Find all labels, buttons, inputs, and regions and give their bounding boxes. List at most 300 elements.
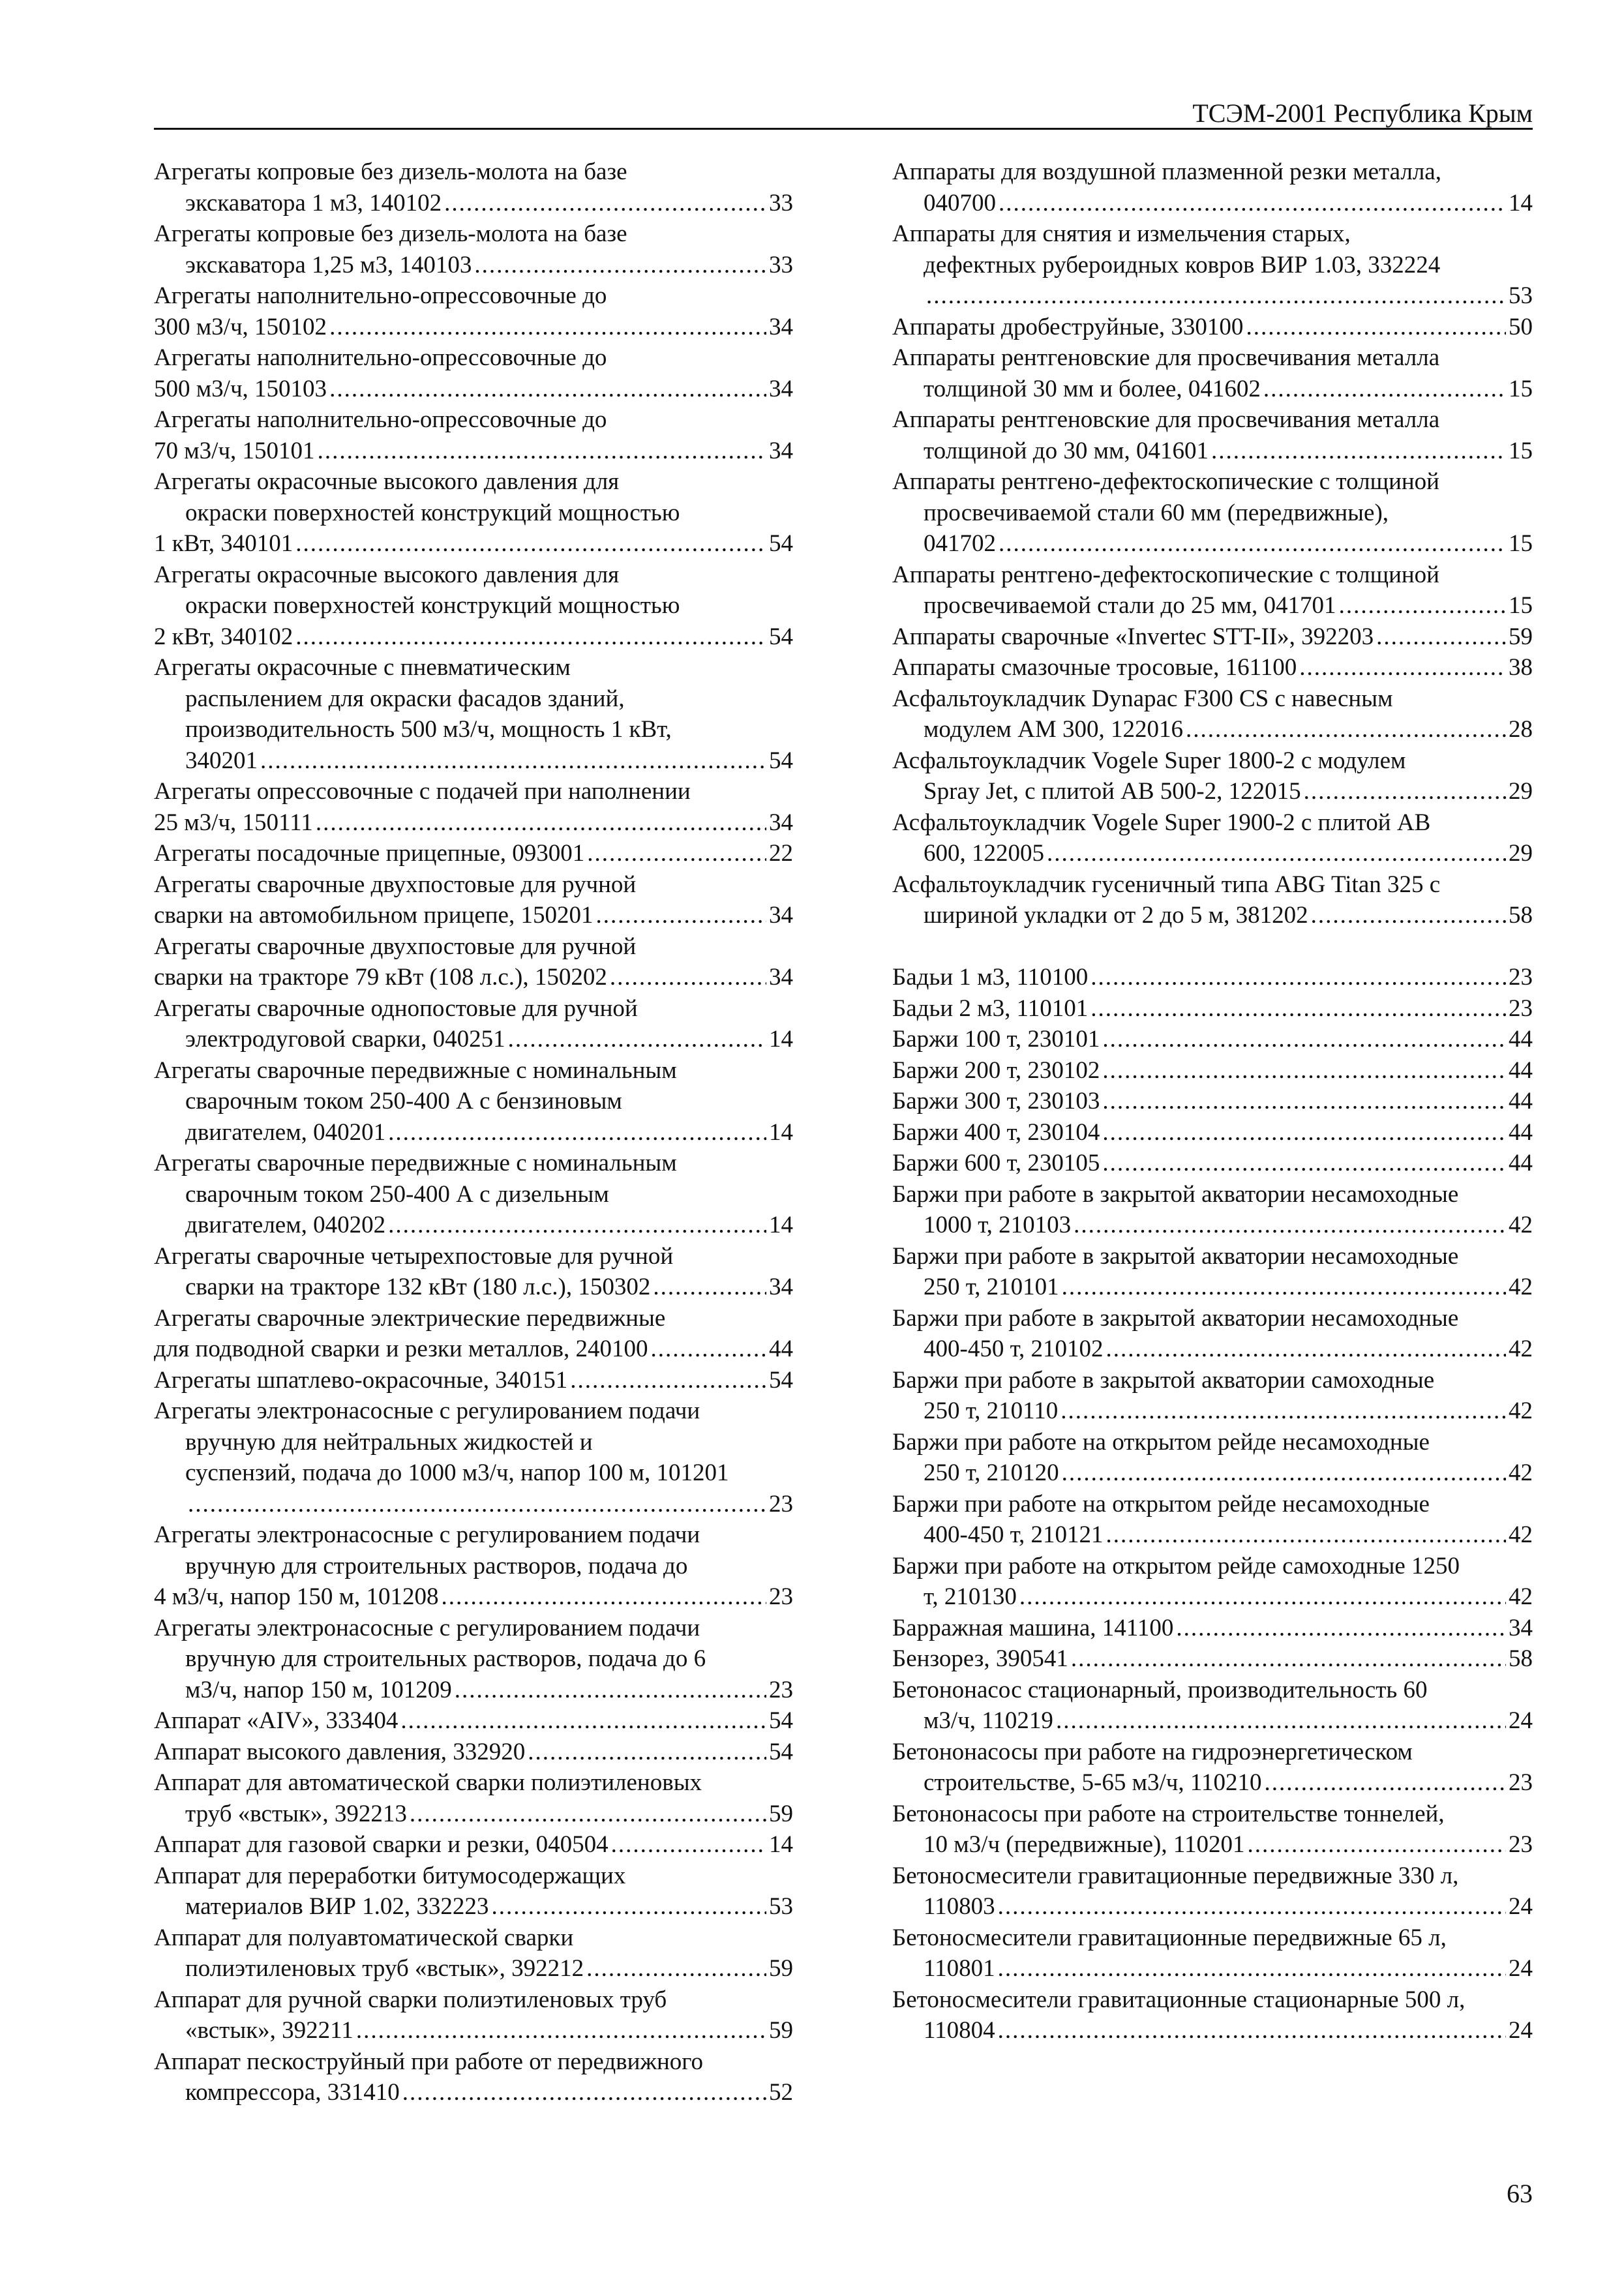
entry-page-ref: 34 <box>769 313 793 340</box>
entry-text-line: вручную для нейтральных жидкостей и <box>185 1428 593 1456</box>
index-entry <box>892 1055 1533 1086</box>
index-entry <box>892 1117 1533 1148</box>
entry-text-line: Агрегаты окрасочные высокого давления для <box>154 468 620 495</box>
dot-leader <box>444 188 766 219</box>
index-entry <box>892 342 1533 404</box>
entry-last-text: для подводной сварки и резки металлов, 240100 <box>154 1336 648 1362</box>
entry-page-ref: 29 <box>1509 840 1533 867</box>
entry-text-line: Баржи при работе на открытом рейде самоходные 1250 <box>892 1552 1460 1579</box>
dot-leader <box>1102 1024 1506 1055</box>
page-number: 63 <box>1507 2179 1533 2208</box>
index-entry <box>154 1829 793 1861</box>
entry-last-text: 041702 <box>924 530 996 557</box>
entry-last-text: 110803 <box>924 1893 995 1920</box>
index-entry <box>892 1984 1533 2046</box>
index-entry <box>892 1179 1533 1241</box>
dot-leader <box>528 1737 766 1768</box>
entry-page-ref: 23 <box>769 1583 793 1610</box>
entry-page-ref: 24 <box>1509 1707 1533 1734</box>
dot-leader <box>570 1365 766 1396</box>
dot-leader <box>1211 436 1506 467</box>
entry-last-text: Барражная машина, 141100 <box>892 1614 1174 1641</box>
entry-leader-line <box>154 1705 793 1737</box>
dot-leader <box>295 621 766 653</box>
index-entry <box>892 404 1533 466</box>
entry-leader-line <box>892 590 1533 621</box>
index-entry <box>154 1519 793 1613</box>
entry-leader-line <box>892 652 1533 683</box>
entry-text-line: окраски поверхностей конструкций мощностью <box>185 592 680 619</box>
entry-last-text: толщиной 30 мм и более, 041602 <box>924 375 1261 402</box>
entry-leader-line <box>892 1024 1533 1055</box>
entry-page-ref: 23 <box>769 1676 793 1703</box>
entry-last-text: 110804 <box>924 2017 995 2044</box>
entry-text-line: Агрегаты сварочные электрические передвижные <box>154 1304 666 1332</box>
index-entry <box>892 683 1533 745</box>
entry-page-ref: 23 <box>1509 964 1533 991</box>
entry-last-text: Spray Jet, с плитой AB 500-2, 122015 <box>924 778 1301 805</box>
dot-leader <box>999 528 1506 560</box>
entry-leader-line <box>154 1117 793 1148</box>
entry-leader-line <box>892 1643 1533 1675</box>
index-column-left <box>154 157 793 2108</box>
entry-leader-line <box>154 312 793 343</box>
page-header <box>154 98 1533 129</box>
index-entry <box>892 1086 1533 1117</box>
entry-leader-line <box>154 188 793 219</box>
index-entry <box>892 1675 1533 1737</box>
entry-page-ref: 28 <box>1509 716 1533 743</box>
dot-leader <box>1176 1613 1506 1644</box>
entry-text-line: Баржи при работе в закрытой акватории самоходные <box>892 1366 1435 1394</box>
entry-page-ref: 14 <box>1509 189 1533 217</box>
entry-leader-line <box>154 1675 793 1706</box>
entry-text-line: Баржи при работе в закрытой акватории несамоходные <box>892 1242 1459 1270</box>
index-entry <box>892 1799 1533 1861</box>
entry-leader-line <box>154 1489 793 1520</box>
entry-leader-line <box>892 1148 1533 1179</box>
entry-text-line: Аппараты рентгеновские для просвечивания металла <box>892 344 1440 371</box>
index-entry <box>154 1705 793 1737</box>
index-entry <box>892 993 1533 1025</box>
entry-text-line: Агрегаты электронасосные с регулированием подачи <box>154 1398 700 1424</box>
dot-leader <box>402 2077 766 2108</box>
entry-page-ref: 14 <box>769 1118 793 1146</box>
index-entry <box>154 157 793 218</box>
entry-text-line: Асфальтоукладчик Vogele Super 1800-2 с модулем <box>892 747 1406 774</box>
entry-leader-line <box>892 714 1533 745</box>
entry-page-ref: 54 <box>769 747 793 774</box>
entry-leader-line <box>892 1705 1533 1737</box>
entry-last-text: Агрегаты посадочные прицепные, 093001 <box>154 840 585 867</box>
entry-text-line: Агрегаты электронасосные с регулированием подачи <box>154 1614 700 1641</box>
dot-leader <box>998 1891 1506 1922</box>
entry-page-ref: 44 <box>1509 1056 1533 1084</box>
entry-text-line: Агрегаты сварочные двухпостовые для ручной <box>154 933 637 960</box>
entry-leader-line <box>892 621 1533 653</box>
dot-leader <box>1071 1643 1506 1675</box>
entry-page-ref: 42 <box>1509 1459 1533 1486</box>
entry-text-line: Агрегаты окрасочные с пневматическим <box>154 654 571 681</box>
entry-page-ref: 15 <box>1509 530 1533 557</box>
dot-leader <box>388 1210 766 1241</box>
index-entry <box>892 1241 1533 1303</box>
entry-text-line: Аппараты рентгено-дефектоскопические с толщиной <box>892 468 1439 495</box>
entry-page-ref: 33 <box>769 189 793 217</box>
entry-page-ref: 34 <box>769 964 793 991</box>
entry-last-text: 340201 <box>185 747 258 774</box>
dot-leader <box>1074 1210 1506 1241</box>
entry-last-text: 400-450 т, 210102 <box>924 1336 1104 1362</box>
entry-page-ref: 34 <box>769 1274 793 1300</box>
dot-leader <box>1090 962 1506 993</box>
dot-leader <box>1299 652 1506 683</box>
entry-text-line: Аппарат для ручной сварки полиэтиленовых труб <box>154 1986 667 2013</box>
entry-text-line: просвечиваемой стали 60 мм (передвижные), <box>924 499 1389 526</box>
index-entry <box>154 1861 793 1922</box>
entry-page-ref: 59 <box>1509 623 1533 650</box>
entry-page-ref: 38 <box>1509 654 1533 681</box>
entry-text-line: Агрегаты сварочные передвижные с номинальным <box>154 1150 677 1176</box>
index-entry <box>154 466 793 560</box>
entry-text-line: Аппарат для переработки битумосодержащих <box>154 1862 626 1889</box>
dot-leader <box>1056 1705 1506 1737</box>
entry-page-ref: 44 <box>1509 1026 1533 1053</box>
dot-leader <box>1304 776 1506 807</box>
entry-leader-line <box>892 900 1533 931</box>
dot-leader <box>1376 621 1506 653</box>
entry-last-text: сварки на тракторе 132 кВт (180 л.с.), 150302 <box>185 1274 651 1300</box>
entry-page-ref: 59 <box>769 2017 793 2044</box>
entry-text-line: Агрегаты окрасочные высокого давления для <box>154 561 620 588</box>
entry-leader-line <box>154 1024 793 1055</box>
entry-text-line: Агрегаты наполнительно-опрессовочные до <box>154 344 607 371</box>
index-entry <box>154 2046 793 2108</box>
entry-last-text: «встык», 392211 <box>185 2017 353 2044</box>
entry-text-line: дефектных рубероидных ковров ВИР 1.03, 332224 <box>924 251 1441 278</box>
entry-page-ref: 54 <box>769 1738 793 1765</box>
index-entry <box>892 962 1533 993</box>
index-entry <box>892 1148 1533 1179</box>
entry-page-ref: 54 <box>769 1366 793 1394</box>
entry-page-ref: 15 <box>1509 592 1533 619</box>
index-entry <box>154 1365 793 1396</box>
entry-page-ref: 33 <box>769 251 793 278</box>
dot-leader <box>610 962 766 993</box>
entry-leader-line <box>154 1799 793 1830</box>
dot-leader <box>295 528 766 560</box>
entry-last-text: компрессора, 331410 <box>185 2079 400 2106</box>
entry-leader-line <box>154 528 793 560</box>
entry-leader-line <box>892 1396 1533 1427</box>
entry-text-line: Бетононасос стационарный, производительность 60 <box>892 1676 1428 1703</box>
dot-leader <box>318 436 766 467</box>
dot-leader <box>474 250 766 281</box>
index-entry <box>892 1489 1533 1551</box>
index-entry <box>892 1303 1533 1365</box>
entry-last-text: Баржи 400 т, 230104 <box>892 1118 1100 1146</box>
entry-last-text: 10 м3/ч (передвижные), 110201 <box>924 1831 1245 1858</box>
entry-last-text: 400-450 т, 210121 <box>924 1521 1104 1548</box>
entry-leader-line <box>154 1953 793 1984</box>
index-entry <box>892 1427 1533 1489</box>
dot-leader <box>1102 1148 1506 1179</box>
index-entry <box>154 776 793 838</box>
entry-leader-line <box>892 528 1533 560</box>
dot-leader <box>926 280 1506 312</box>
entry-page-ref: 23 <box>769 1490 793 1518</box>
entry-page-ref: 14 <box>769 1026 793 1053</box>
entry-leader-line <box>154 745 793 777</box>
entry-page-ref: 34 <box>769 902 793 929</box>
entry-page-ref: 59 <box>769 1800 793 1827</box>
entry-last-text: т, 210130 <box>924 1583 1017 1610</box>
index-entry <box>892 157 1533 218</box>
dot-leader <box>650 1334 766 1365</box>
entry-last-text: труб «встык», 392213 <box>185 1800 407 1827</box>
index-entry <box>154 931 793 993</box>
index-entry <box>154 1148 793 1241</box>
entry-page-ref: 44 <box>1509 1150 1533 1176</box>
index-entry <box>892 745 1533 807</box>
entry-text-line: Бетононасосы при работе на строительстве тоннелей, <box>892 1800 1445 1827</box>
index-entry <box>892 621 1533 653</box>
entry-page-ref: 34 <box>769 437 793 464</box>
entry-page-ref: 15 <box>1509 437 1533 464</box>
dot-leader <box>998 1953 1506 1984</box>
entry-text-line: Агрегаты сварочные четырехпостовые для ручной <box>154 1242 674 1270</box>
entry-last-text: Бадьи 2 м3, 110101 <box>892 995 1089 1022</box>
entry-text-line: Аппараты для воздушной плазменной резки металла, <box>892 158 1441 185</box>
index-entry <box>154 342 793 404</box>
entry-page-ref: 15 <box>1509 375 1533 402</box>
entry-text-line: Агрегаты наполнительно-опрессовочные до <box>154 282 607 309</box>
index-entry <box>892 869 1533 931</box>
entry-leader-line <box>154 1210 793 1241</box>
entry-last-text: двигателем, 040201 <box>185 1118 386 1146</box>
entry-last-text: электродуговой сварки, 040251 <box>185 1026 505 1053</box>
entry-last-text: Бензорез, 390541 <box>892 1645 1068 1672</box>
entry-last-text: 2 кВт, 340102 <box>154 623 293 650</box>
entry-leader-line <box>892 1953 1533 1984</box>
entry-leader-line <box>892 1086 1533 1117</box>
entry-text-line: Бетоносмесители гравитационные передвижные 330 л, <box>892 1862 1459 1889</box>
dot-leader <box>1263 374 1506 405</box>
index-entry <box>892 1737 1533 1799</box>
entry-last-text: Баржи 200 т, 230102 <box>892 1056 1100 1084</box>
entry-text-line: Асфальтоукладчик Vogele Super 1900-2 с плитой AB <box>892 809 1431 836</box>
index-entry <box>154 1767 793 1829</box>
index-entry <box>154 1613 793 1706</box>
entry-page-ref: 42 <box>1509 1398 1533 1424</box>
entry-last-text: 1 кВт, 340101 <box>154 530 293 557</box>
entry-text-line: вручную для строительных растворов, подача до <box>185 1552 688 1579</box>
entry-last-text: просвечиваемой стали до 25 мм, 041701 <box>924 592 1336 619</box>
entry-text-line: Асфальтоукладчик гусеничный типа ABG Titan 325 с <box>892 871 1441 898</box>
entry-last-text: Баржи 100 т, 230101 <box>892 1026 1100 1053</box>
entry-text-line: Агрегаты опрессовочные с подачей при наполнении <box>154 778 691 805</box>
entry-page-ref: 23 <box>1509 995 1533 1022</box>
index-entry <box>892 1861 1533 1922</box>
entry-last-text: 500 м3/ч, 150103 <box>154 375 327 402</box>
index-entry <box>154 1984 793 2046</box>
dot-leader <box>1105 1334 1506 1365</box>
entry-last-text: 1000 т, 210103 <box>924 1212 1072 1238</box>
dot-leader <box>653 1272 766 1303</box>
entry-last-text: Баржи 300 т, 230103 <box>892 1088 1100 1115</box>
entry-leader-line <box>154 962 793 993</box>
index-entry <box>154 1922 793 1984</box>
entry-last-text: экскаватора 1 м3, 140102 <box>185 189 442 217</box>
entry-leader-line <box>892 962 1533 993</box>
entry-last-text: Аппарат для газовой сварки и резки, 040504 <box>154 1831 609 1858</box>
entry-leader-line <box>154 250 793 281</box>
entry-leader-line <box>892 188 1533 219</box>
entry-leader-line <box>892 1272 1533 1303</box>
dot-leader <box>1102 1117 1506 1148</box>
entry-page-ref: 50 <box>1509 313 1533 340</box>
entry-text-line: Аппарат для автоматической сварки полиэтиленовых <box>154 1769 702 1796</box>
index-entry <box>892 1613 1533 1644</box>
index-entry <box>892 312 1533 343</box>
entry-leader-line <box>892 1334 1533 1365</box>
entry-last-text: 300 м3/ч, 150102 <box>154 313 327 340</box>
index-entry <box>892 466 1533 560</box>
dot-leader <box>1047 838 1506 869</box>
entry-text-line: Агрегаты сварочные передвижные с номинальным <box>154 1056 677 1084</box>
dot-leader <box>1265 1767 1506 1799</box>
entry-leader-line <box>892 312 1533 343</box>
entry-page-ref: 23 <box>1509 1769 1533 1796</box>
dot-leader <box>1062 1458 1506 1489</box>
dot-leader <box>329 312 766 343</box>
entry-page-ref: 54 <box>769 530 793 557</box>
entry-last-text: м3/ч, 110219 <box>924 1707 1053 1734</box>
dot-leader <box>1102 1055 1506 1086</box>
index-entry <box>154 218 793 280</box>
index-entry <box>892 560 1533 621</box>
entry-page-ref: 44 <box>1509 1118 1533 1146</box>
entry-text-line: производительность 500 м3/ч, мощность 1 кВт, <box>185 716 672 743</box>
entry-text-line: Бетоносмесители гравитационные стационарные 500 л, <box>892 1986 1466 2013</box>
entry-page-ref: 23 <box>1509 1831 1533 1858</box>
entry-text-line: Бетоносмесители гравитационные передвижные 65 л, <box>892 1924 1447 1951</box>
dot-leader <box>260 745 766 777</box>
entry-last-text: 600, 122005 <box>924 840 1044 867</box>
entry-leader-line <box>892 2015 1533 2046</box>
entry-page-ref: 44 <box>769 1336 793 1362</box>
index-entry <box>154 838 793 869</box>
entry-last-text: 25 м3/ч, 150111 <box>154 809 313 836</box>
entry-leader-line <box>154 621 793 653</box>
entry-page-ref: 24 <box>1509 1955 1533 1982</box>
entry-leader-line <box>892 1055 1533 1086</box>
entry-page-ref: 42 <box>1509 1336 1533 1362</box>
entry-text-line: окраски поверхностей конструкций мощностью <box>185 499 680 526</box>
dot-leader <box>400 1705 766 1737</box>
dot-leader <box>1246 312 1506 343</box>
entry-leader-line <box>892 1519 1533 1551</box>
entry-text-line: Баржи при работе в закрытой акватории несамоходные <box>892 1304 1459 1332</box>
dot-leader <box>1062 1272 1506 1303</box>
entry-last-text: сварки на тракторе 79 кВт (108 л.с.), 150202 <box>154 964 607 991</box>
entry-leader-line <box>892 1458 1533 1489</box>
entry-leader-line <box>154 374 793 405</box>
dot-leader <box>316 807 766 839</box>
index-entry <box>154 1396 793 1519</box>
entry-leader-line <box>154 1272 793 1303</box>
index-entry <box>892 1922 1533 1984</box>
entry-last-text: сварки на автомобильном прицепе, 150201 <box>154 902 594 929</box>
entry-last-text: 4 м3/ч, напор 150 м, 101208 <box>154 1583 439 1610</box>
index-entry <box>154 280 793 342</box>
entry-leader-line <box>154 1365 793 1396</box>
entry-leader-line <box>892 374 1533 405</box>
entry-leader-line <box>154 1334 793 1365</box>
entry-leader-line <box>154 436 793 467</box>
index-entry <box>892 807 1533 869</box>
section-gap <box>892 931 1533 963</box>
entry-page-ref: 42 <box>1509 1274 1533 1300</box>
entry-leader-line <box>892 1581 1533 1613</box>
entry-last-text: модулем AM 300, 122016 <box>924 716 1183 743</box>
index-entry <box>154 1737 793 1768</box>
entry-leader-line <box>154 838 793 869</box>
dot-leader <box>1311 900 1506 931</box>
entry-last-text: Аппарат высокого давления, 332920 <box>154 1738 526 1765</box>
index-entry <box>892 1551 1533 1613</box>
index-entry <box>892 218 1533 312</box>
dot-leader <box>188 1489 766 1520</box>
dot-leader <box>356 2015 766 2046</box>
entry-page-ref: 42 <box>1509 1521 1533 1548</box>
entry-last-text: м3/ч, напор 150 м, 101209 <box>185 1676 452 1703</box>
index-entry <box>154 560 793 653</box>
entry-text-line: Баржи при работе на открытом рейде несамоходные <box>892 1490 1430 1518</box>
entry-last-text: Баржи 600 т, 230105 <box>892 1150 1100 1176</box>
entry-page-ref: 44 <box>1509 1088 1533 1115</box>
entry-leader-line <box>154 807 793 839</box>
entry-page-ref: 54 <box>769 1707 793 1734</box>
dot-leader <box>1186 714 1506 745</box>
index-column-right <box>892 157 1533 2046</box>
dot-leader <box>1060 1396 1506 1427</box>
entry-last-text: Агрегаты шпатлево-окрасочные, 340151 <box>154 1366 568 1394</box>
entry-last-text: 250 т, 210120 <box>924 1459 1059 1486</box>
entry-last-text: полиэтиленовых труб «встык», 392212 <box>185 1955 584 1982</box>
entry-page-ref: 42 <box>1509 1212 1533 1238</box>
index-entry <box>154 652 793 776</box>
dot-leader <box>455 1675 766 1706</box>
entry-leader-line <box>892 776 1533 807</box>
entry-last-text: 040700 <box>924 189 996 217</box>
dot-leader <box>999 188 1506 219</box>
index-entry <box>892 652 1533 683</box>
entry-text-line: сварочным током 250-400 А с бензиновым <box>185 1088 622 1115</box>
index-entry <box>154 993 793 1055</box>
index-entry <box>154 404 793 466</box>
entry-text-line: Аппараты рентгено-дефектоскопические с толщиной <box>892 561 1439 588</box>
entry-page-ref: 34 <box>769 375 793 402</box>
entry-page-ref: 53 <box>769 1893 793 1920</box>
entry-leader-line <box>154 1891 793 1922</box>
entry-text-line: вручную для строительных растворов, подача до 6 <box>185 1645 706 1672</box>
entry-leader-line <box>892 1613 1533 1644</box>
entry-page-ref: 34 <box>1509 1614 1533 1641</box>
dot-leader <box>491 1891 766 1922</box>
dot-leader <box>410 1799 766 1830</box>
entry-last-text: 110801 <box>924 1955 995 1982</box>
